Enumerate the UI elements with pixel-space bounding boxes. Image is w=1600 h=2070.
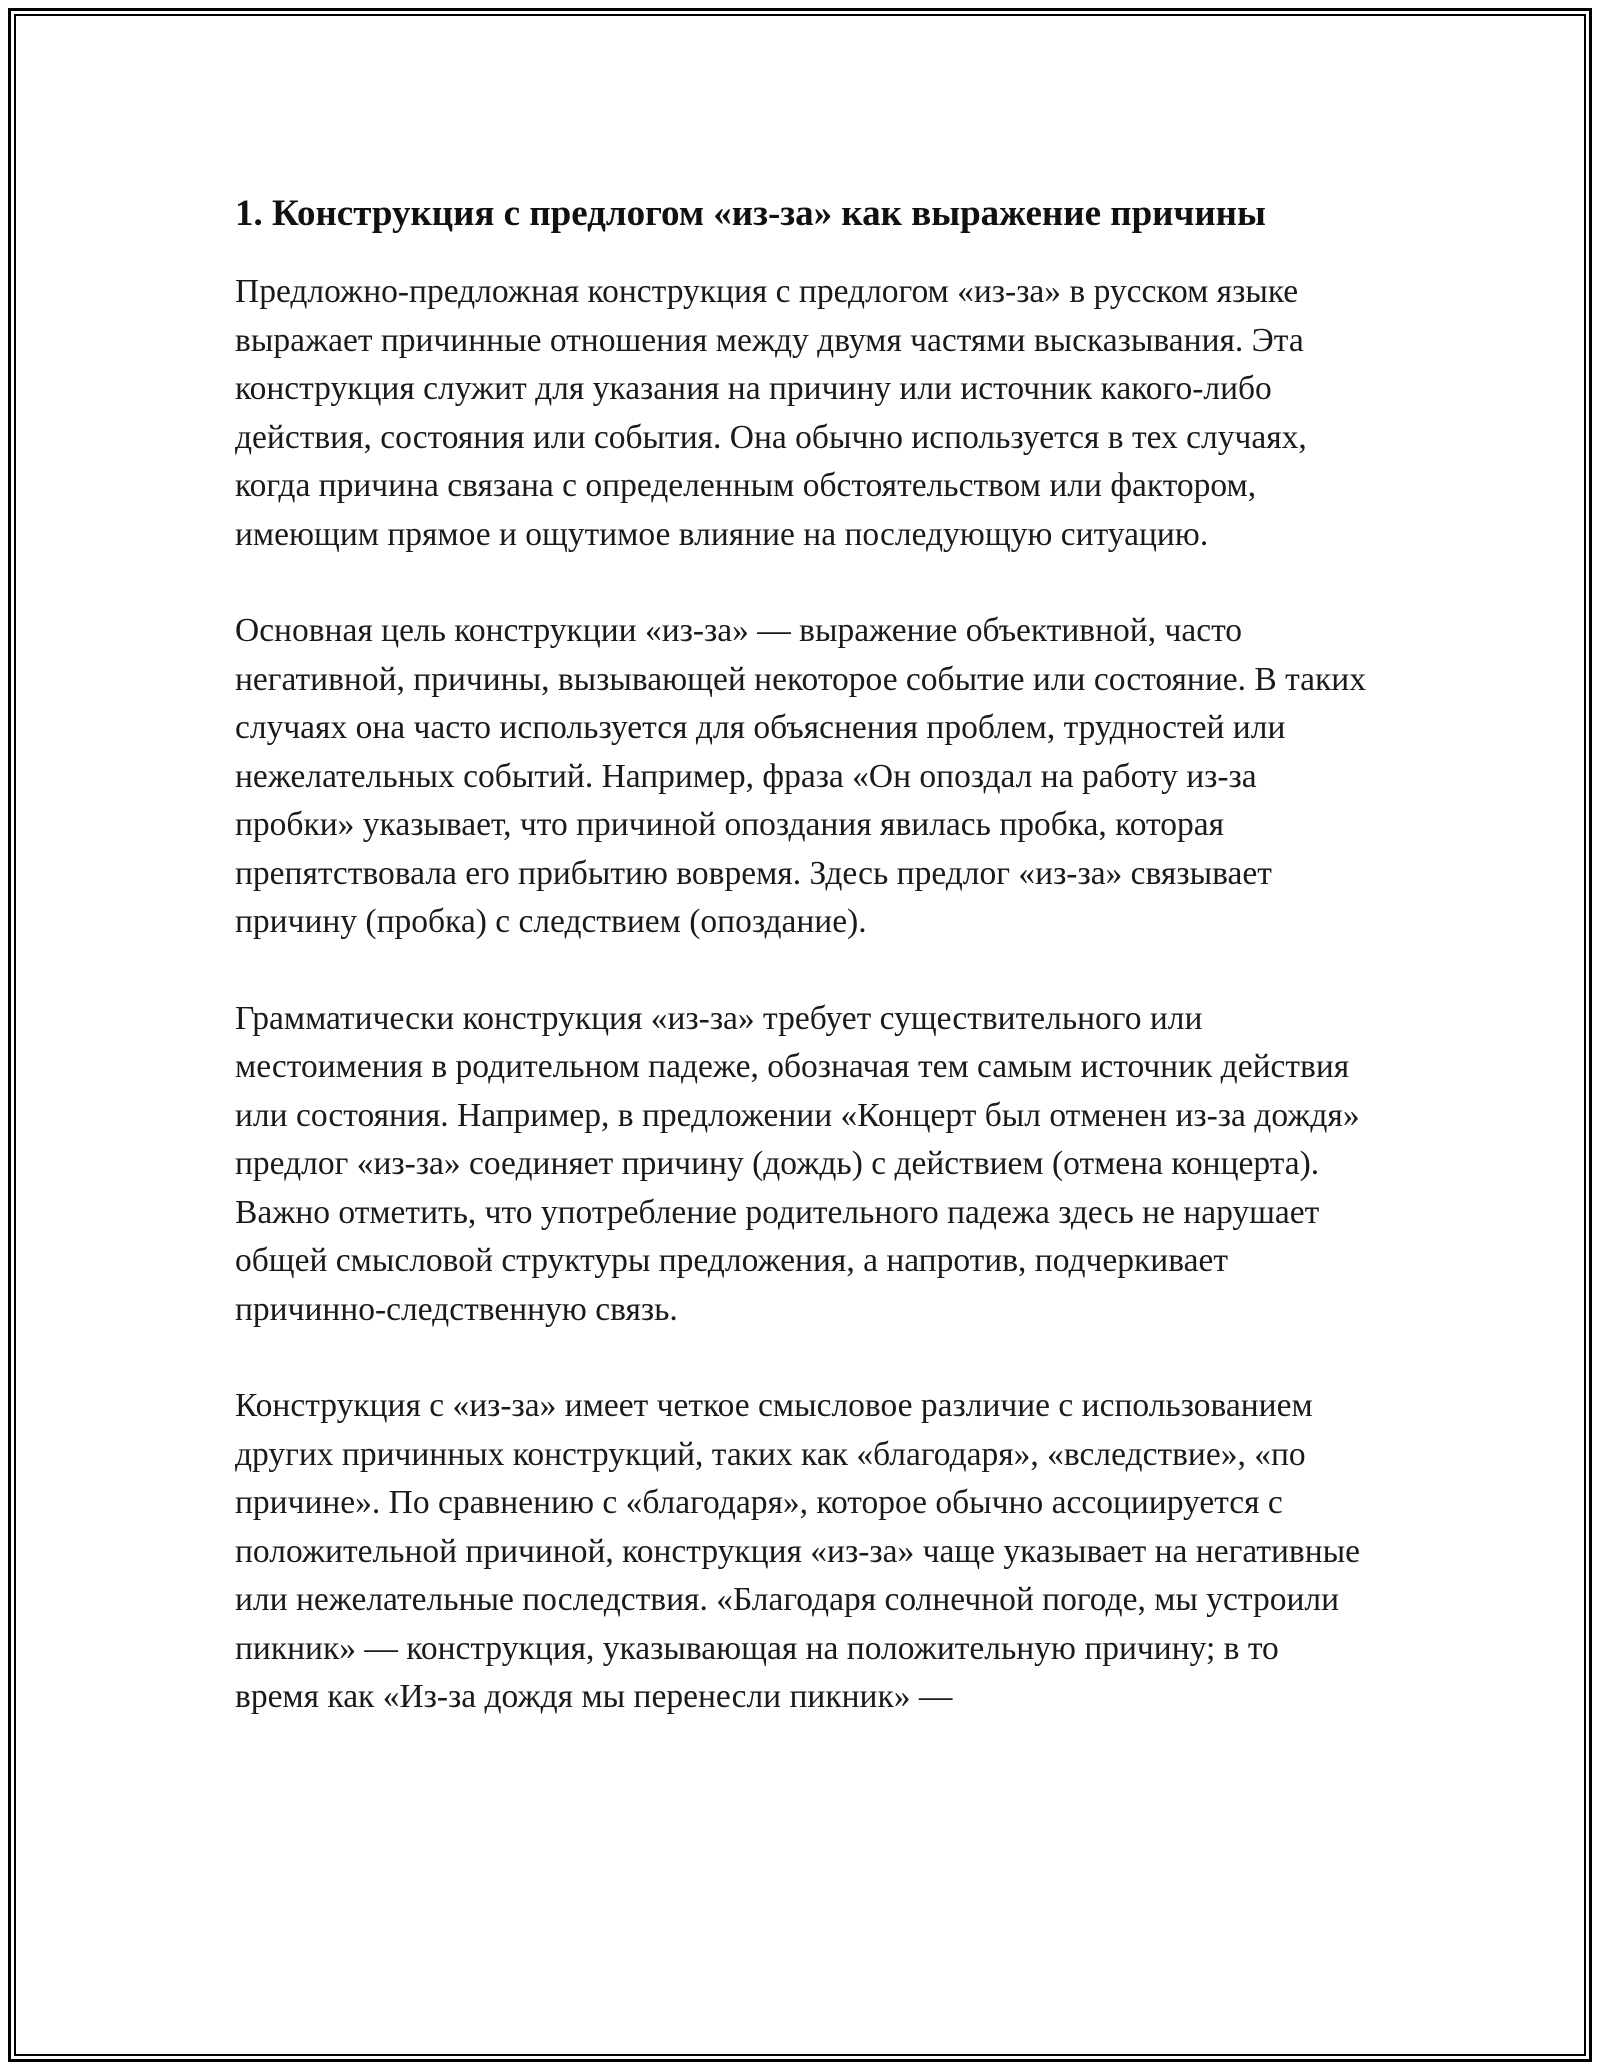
paragraph-4: Конструкция с «из-за» имеет четкое смысловое различие с использованием других причинных конструкций, таких как «благодаря», «вследствие», «по причине». По сравнению с «благодаря», которое обычно ассоциируется с положительной причиной, конструкция «из-за» чаще указывает на негативные или нежелательные последствия. «Благодаря солнечной погоде, мы устроили пикник» — конструкция, указывающая на положительную причину; в то время как «Из-за дождя мы перенесли пикник» —	[235, 1387, 1361, 1715]
paragraph-1: Предложно-предложная конструкция с предлогом «из-за» в русском языке выражает причинные отношения между двумя частями высказывания. Эта конструкция служит для указания на причину или источник какого-либо действия, состояния или события. Она обычно используется в тех случаях, когда причина связана с определенным обстоятельством или фактором, имеющим прямое и ощутимое влияние на последующую ситуацию.	[235, 273, 1307, 553]
section-heading: 1. Конструкция с предлогом «из-за» как выражение причины	[235, 193, 1266, 234]
paragraph-3: Грамматически конструкция «из-за» требует существительного или местоимения в родительном падеже, обозначая тем самым источник действия или состояния. Например, в предложении «Концерт был отменен из-за дождя» предлог «из-за» соединяет причину (дождь) с действием (отмена концерта). Важно отметить, что употребление родительного падежа здесь не нарушает общей смысловой структуры предложения, а напротив, подчеркивает причинно-следственную связь.	[235, 999, 1360, 1328]
paragraph-2: Основная цель конструкции «из-за» — выражение объективной, часто негативной, причины, вызывающей некоторое событие или состояние. В таких случаях она часто используется для объяснения проблем, трудностей или нежелательных событий. Например, фраза «Он опоздал на работу из-за пробки» указывает, что причиной опоздания явилась пробка, которая препятствовала его прибытию вовремя. Здесь предлог «из-за» связывает причину (пробка) с следствием (опоздание).	[235, 612, 1366, 940]
document-body	[235, 186, 1370, 1722]
